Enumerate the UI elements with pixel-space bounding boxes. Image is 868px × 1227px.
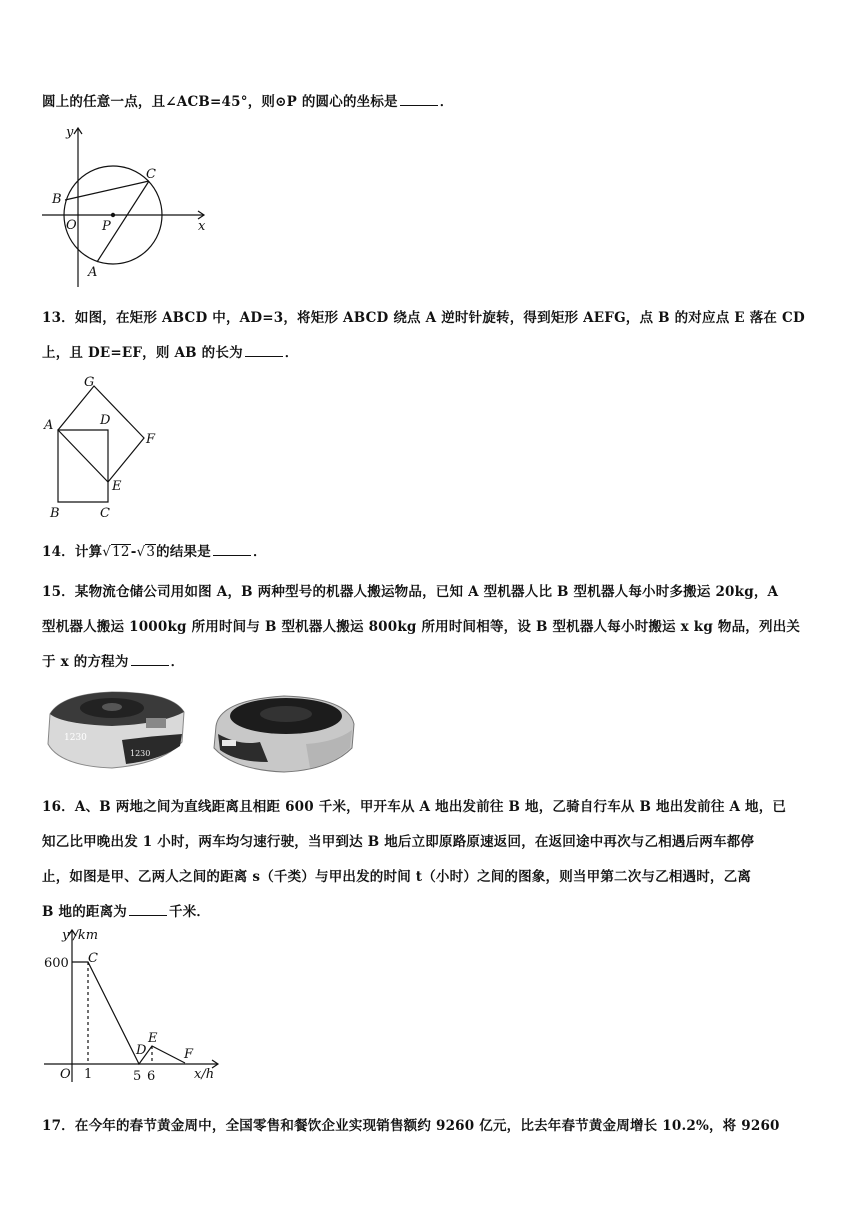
x-axis-label: x/h	[194, 1067, 215, 1082]
label-y: y	[66, 125, 74, 140]
q12-text-before: 圆上的任意一点，且∠ACB=45°，则	[42, 94, 276, 110]
q16-line4-text: B 地的距离为	[42, 904, 128, 920]
label-f: F	[184, 1047, 194, 1062]
label-a: A	[88, 265, 98, 280]
q14-end: ．	[252, 544, 267, 560]
q13-line2-text: 上，且 DE=EF，则 AB 的长为	[42, 345, 243, 361]
q13-line2	[42, 341, 298, 361]
circle-symbol: ⊙	[275, 94, 287, 110]
answer-blank	[129, 903, 167, 916]
robot-a-image	[42, 684, 190, 778]
label-e: E	[112, 479, 122, 494]
y-axis-label: y /km	[62, 928, 99, 943]
x-tick-1: 1	[84, 1067, 93, 1082]
q14-text	[42, 540, 267, 560]
q15-line3	[42, 650, 184, 670]
answer-blank	[131, 653, 169, 666]
answer-blank	[213, 543, 251, 556]
minus-sign: -	[130, 544, 137, 560]
q16-line1: 16．A、B 两地之间为直线距离且相距 600 千米，甲开车从 A 地出发前往 B 地，乙骑自行车从 B 地出发前往 A 地，已	[42, 799, 787, 815]
distance-line	[72, 962, 185, 1064]
robot-b-image	[210, 686, 358, 778]
q13-rectangle-figure	[38, 372, 168, 522]
q14-after: 的结果是	[156, 544, 211, 560]
label-p: P	[102, 219, 111, 234]
label-c: C	[146, 167, 156, 182]
sqrt-12: √12	[102, 544, 130, 560]
q16-line2: 知乙比甲晚出发 1 小时，两车均匀速行驶，当甲到达 B 地后立即原路原速返回，在返回途中再次与乙相遇后两车都停	[42, 834, 755, 850]
q13-end: ．	[284, 345, 299, 361]
q16-distance-graph	[38, 926, 228, 1086]
origin-label: O	[60, 1067, 71, 1082]
q12-end: ．	[439, 94, 454, 110]
label-g: G	[84, 375, 95, 390]
q15-line3-text: 于 x 的方程为	[42, 654, 129, 670]
answer-blank	[245, 344, 283, 357]
label-b: B	[50, 506, 60, 521]
q12-text	[42, 90, 453, 110]
rectangle-abcd	[58, 430, 108, 502]
answer-blank	[400, 93, 438, 106]
x-tick-5: 5	[133, 1069, 142, 1084]
robot-a-label-front: 1230	[130, 749, 151, 758]
q15-line2: 型机器人搬运 1000kg 所用时间与 B 型机器人搬运 800kg 所用时间相等，设 B 型机器人每小时搬运 x kg 物品，列出关	[42, 619, 801, 635]
label-e: E	[148, 1031, 158, 1046]
q15-end: ．	[170, 654, 185, 670]
q12-circle-figure	[38, 122, 213, 290]
label-c: C	[88, 951, 98, 966]
x-tick-6: 6	[147, 1069, 156, 1084]
label-b: B	[52, 192, 62, 207]
q14-before: 14．计算	[42, 544, 103, 560]
label-x: x	[198, 219, 206, 234]
label-f: F	[146, 432, 156, 447]
center-point	[111, 213, 115, 217]
q17-line1: 17．在今年的春节黄金周中，全国零售和餐饮企业实现销售额约 9260 亿元，比去年春节黄金周增长 10.2%，将 9260	[42, 1118, 780, 1134]
label-a: A	[44, 418, 54, 433]
robot-a-label-side: 1230	[64, 733, 87, 743]
q13-line1: 13．如图，在矩形 ABCD 中，AD=3，将矩形 ABCD 绕点 A 逆时针旋转，得到矩形 AEFG，点 B 的对应点 E 落在 CD	[42, 310, 805, 326]
label-d: D	[100, 413, 111, 428]
q16-line4-after: 千米．	[169, 904, 211, 920]
label-o: O	[66, 218, 77, 233]
q12-text-after: P 的圆心的坐标是	[286, 94, 398, 110]
label-d: D	[136, 1043, 147, 1058]
rectangle-aefg	[58, 386, 144, 482]
q15-line1: 15．某物流仓储公司用如图 A，B 两种型号的机器人搬运物品，已知 A 型机器人比 B 型机器人每小时多搬运 20kg，A	[42, 584, 779, 600]
q16-line4	[42, 900, 210, 920]
label-c: C	[100, 506, 110, 521]
sqrt-3: √3	[136, 544, 156, 560]
q16-line3: 止，如图是甲、乙两人之间的距离 s（千类）与甲出发的时间 t（小时）之间的图象，则当甲第二次与乙相遇时，乙离	[42, 869, 752, 885]
y-tick-600: 600	[44, 956, 69, 971]
